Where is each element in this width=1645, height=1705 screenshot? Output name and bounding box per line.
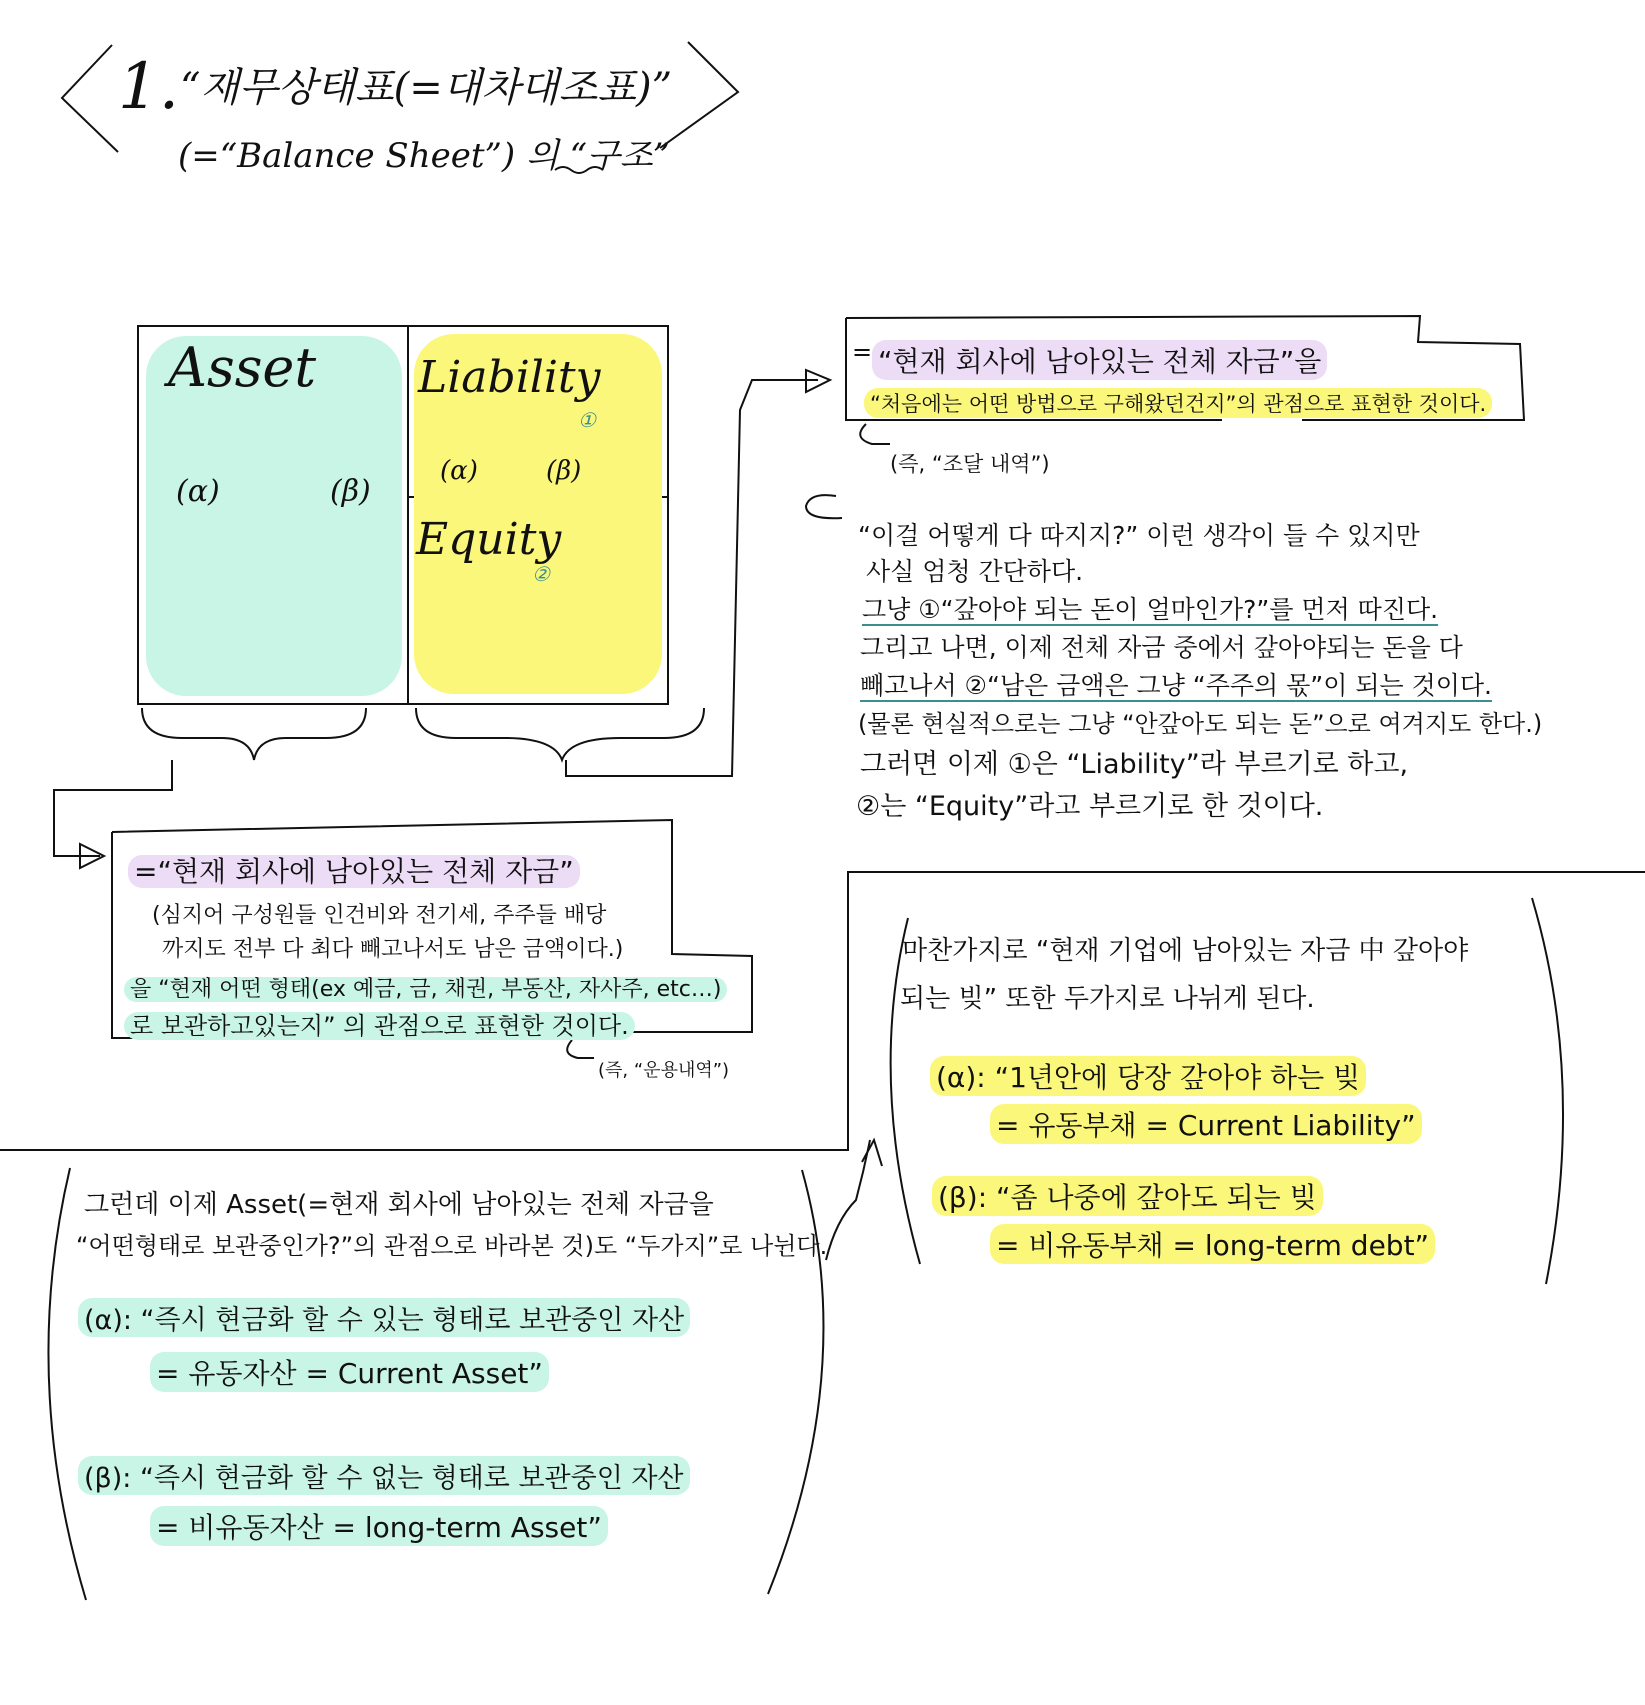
asset-split-intro2: “어떤형태로 보관중인가?”의 관점으로 바라본 것)도 “두가지”로 나뉜다. <box>76 1232 828 1260</box>
liability-split-beta-line1: (β): “좀 나중에 갚아도 되는 빚 <box>932 1176 1323 1216</box>
explanation-line-8: ②는 “Equity”라고 부르기로 한 것이다. <box>856 791 1324 822</box>
left-box-line5-text: 로 보관하고있는지” 의 관점으로 표현한 것이다. <box>124 1012 635 1040</box>
explanation-line-7: 그러면 이제 ①은 “Liability”라 부르기로 하고, <box>860 749 1409 780</box>
right-box-line2: “처음에는 어떤 방법으로 구해왔던건지”의 관점으로 표현한 것이다. <box>864 388 1492 418</box>
liability-split-alpha-line1: (α): “1년안에 당장 갚아야 하는 빚 <box>930 1056 1366 1096</box>
left-box-line3: 까지도 전부 다 최다 빼고나서도 남은 금액이다.) <box>162 937 624 962</box>
left-box-note: (즉, “운용내역”) <box>598 1060 730 1081</box>
left-box-line5 <box>124 1006 635 1041</box>
asset-split-beta-line1: (β): “즉시 현금화 할 수 없는 형태로 보관중인 자산 <box>78 1456 690 1495</box>
left-box-line2: (심지어 구성원들 인건비와 전기세, 주주들 배당 <box>152 903 607 928</box>
title-number: 1. <box>118 50 180 124</box>
equity-marker: ② <box>532 562 550 586</box>
asset-beta: (β) <box>330 474 371 509</box>
right-note-connector <box>860 424 890 444</box>
right-box-line1: “현재 회사에 남아있는 전체 자금”을 <box>872 340 1327 380</box>
right-box-prefix: = <box>852 338 873 366</box>
explanation-connector <box>806 495 842 518</box>
liability-split-intro1: 마찬가지로 “현재 기업에 남아있는 자금 中 갚아야 <box>902 936 1469 966</box>
explanation-line-1: “이걸 어떻게 다 따지지?” 이런 생각이 들 수 있지만 <box>858 521 1420 550</box>
asset-split-alpha-line1: (α): “즉시 현금화 할 수 있는 형태로 보관중인 자산 <box>78 1298 690 1337</box>
liability-label: Liability <box>418 352 601 403</box>
asset-split-alpha-line2: = 유동자산 = Current Asset” <box>150 1352 549 1392</box>
explanation-line-6: (물론 현실적으로는 그냥 “안갚아도 되는 돈”으로 여겨지도 한다.) <box>858 710 1543 738</box>
explanation-line-3: 그냥 ①“갚아야 되는 돈이 얼마인가?”를 먼저 따진다. <box>862 595 1439 624</box>
explanation-line-2: 사실 엄청 간단하다. <box>866 557 1084 586</box>
liability-alpha: (α) <box>440 456 478 486</box>
asset-split-intro1: 그런데 이제 Asset(=현재 회사에 남아있는 전체 자금을 <box>84 1190 714 1220</box>
explanation-line-5: 빼고나서 ②“남은 금액은 그냥 “주주의 몫”이 되는 것이다. <box>860 671 1492 700</box>
liability-beta: (β) <box>546 456 582 486</box>
left-box-line4-text: 을 “현재 어떤 형태(ex 예금, 금, 채권, 부동산, 자사주, etc…) <box>124 977 727 1002</box>
liability-split-right-paren <box>1532 898 1563 1284</box>
asset-split-beta-line2: = 비유동자산 = long-term Asset” <box>150 1506 608 1546</box>
right-brace <box>416 708 704 760</box>
left-box-line4 <box>124 972 727 1003</box>
liability-marker: ① <box>578 408 596 432</box>
liability-split-left-paren <box>891 918 920 1264</box>
right-box-note: (즉, “조달 내역”) <box>890 452 1050 476</box>
equity-label: Equity <box>416 514 562 565</box>
liability-split-beta-line2: = 비유동부채 = long-term debt” <box>990 1224 1435 1264</box>
title-line1: “재무상태표(=대차대조표)” <box>180 65 673 111</box>
asset-brace <box>142 708 366 760</box>
asset-label: Asset <box>168 336 317 399</box>
explanation-line-4: 그리고 나면, 이제 전체 자금 중에서 갚아야되는 돈을 다 <box>860 633 1463 662</box>
title-line2: (=“Balance Sheet”) 의 “구조” <box>178 136 671 176</box>
liability-split-intro2: 되는 빚” 또한 두가지로 나뉘게 된다. <box>900 984 1315 1014</box>
left-note-connector <box>567 1040 594 1058</box>
left-box-line1 <box>128 850 580 890</box>
asset-alpha: (α) <box>176 474 220 509</box>
liability-split-alpha-line2: = 유동부채 = Current Liability” <box>990 1104 1422 1144</box>
left-box-line1-text: =“현재 회사에 남아있는 전체 자금” <box>128 855 580 888</box>
title-left-bracket <box>62 45 118 152</box>
